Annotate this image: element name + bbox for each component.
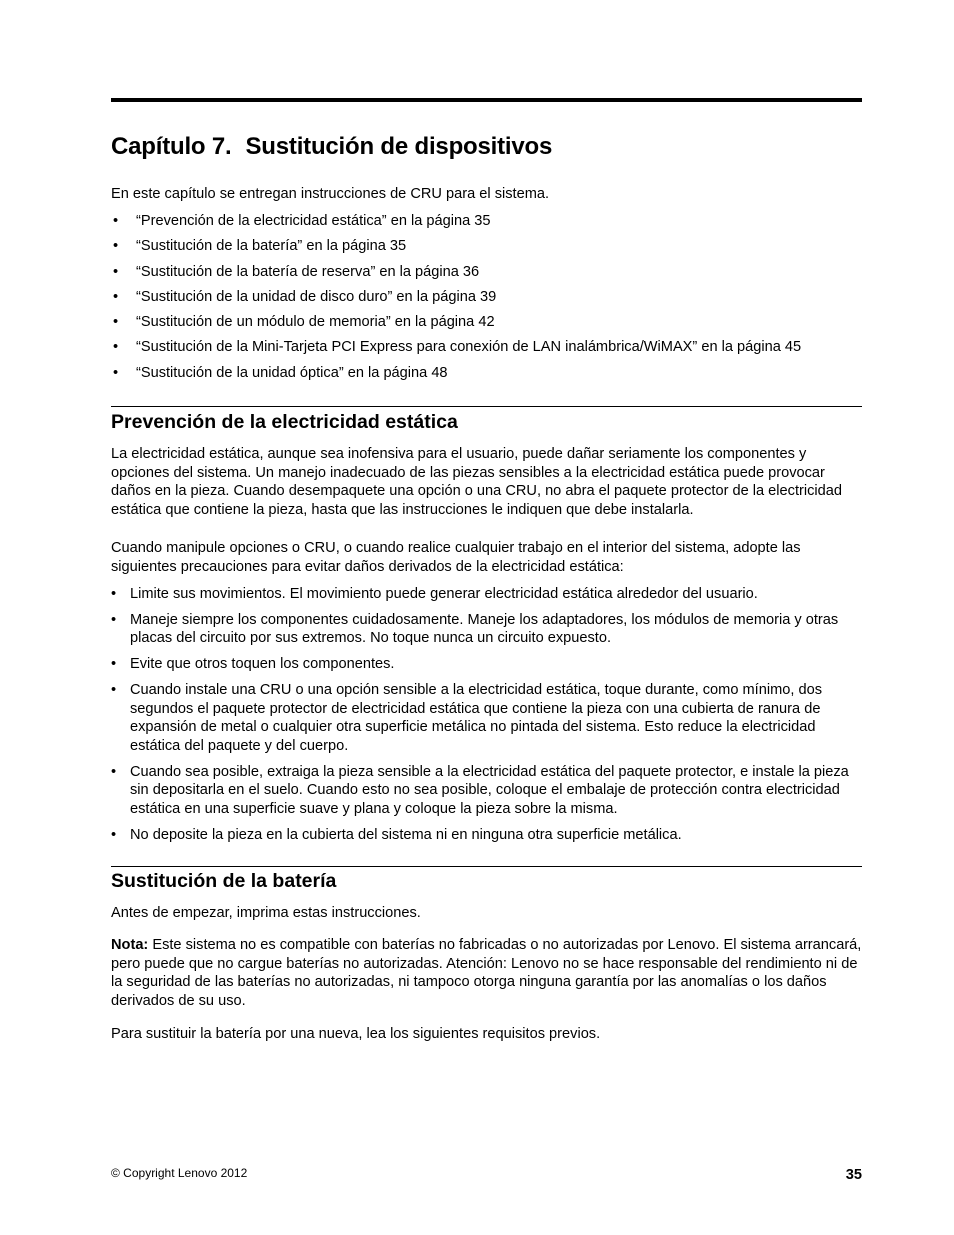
list-item: • “Sustitución de la Mini-Tarjeta PCI Express para conexión de LAN inalámbrica/WiMAX” en la página 45 [113, 339, 802, 356]
list-item: • “Sustitución de la batería de reserva” en la página 36 [113, 263, 480, 280]
list-item: • Maneje siempre los componentes cuidadosamente. Maneje los adaptadores, los módulos de memoria y otras placas del circuito por sus extremos. No toque nunca un circuito expuesto. [111, 611, 839, 647]
list-item: • “Prevención de la electricidad estática” en la página 35 [113, 213, 491, 229]
chapter-link[interactable]: “Sustitución de la unidad óptica” en la página 48 [136, 364, 448, 381]
list-item: • Limite sus movimientos. El movimiento puede generar electricidad estática alrededor del usuario. [111, 586, 758, 602]
chapter-intro: En este capítulo se entregan instrucciones de CRU para el sistema. [111, 186, 550, 202]
note-text: Este sistema no es compatible con baterías no fabricadas o no autorizadas por Lenovo. El sistema arrancará, pero puede que no cargue baterías no autorizadas. Atención: Lenovo no se hace responsable del rendimiento ni de la seguridad de las baterías no autorizadas, ni tampoco otorga ninguna garantía por las anomalías o los daños derivados de su uso. [111, 937, 862, 1010]
chapter-link[interactable]: “Sustitución de la batería” en la página 35 [136, 238, 407, 255]
copyright-text: © Copyright Lenovo 2012 [111, 1166, 248, 1180]
chapter-link[interactable]: “Sustitución de la Mini-Tarjeta PCI Express para conexión de LAN inalámbrica/WiMAX” en la página 45 [136, 339, 802, 356]
section-rule [111, 866, 862, 867]
precaution-text: Cuando instale una CRU o una opción sensible a la electricidad estática, toque durante, como mínimo, dos segundos el paquete protector de electricidad estática que contiene la pieza con una cubierta de ranura de expansión de metal o cualquier otra superficie metálica no pintada del sistema. Esto reduce la electricidad estática del paquete y del cuerpo. [130, 681, 822, 754]
precaution-text: Maneje siempre los componentes cuidadosamente. Maneje los adaptadores, los módulos de memoria y otras placas del circuito por sus extremos. No toque nunca un circuito expuesto. [130, 611, 839, 647]
list-item: • “Sustitución de la unidad óptica” en la página 48 [113, 364, 448, 381]
chapter-title-text: Sustitución de dispositivos [245, 133, 553, 160]
battery-paragraph-1: Antes de empezar, imprima estas instrucciones. [111, 905, 421, 921]
list-item: • Cuando instale una CRU o una opción sensible a la electricidad estática, toque durante, como mínimo, dos segundos el paquete protector de electricidad estática que contiene la pieza con una cubierta de ranura de expansión de metal o cualquier otra superficie metálica no pintada del sistema. Esto reduce la electricidad estática del paquete y del cuerpo. [111, 681, 822, 754]
precaution-text: Cuando sea posible, extraiga la pieza sensible a la electricidad estática del paquete protector, e instale la pieza sin depositarla en el suelo. Cuando esto no sea posible, coloque el embalaje de protección contra electricidad estática en una superficie suave y plana y coloque la pieza sobre la misma. [130, 763, 849, 818]
battery-note [111, 936, 863, 1011]
precaution-text: Limite sus movimientos. El movimiento puede generar electricidad estática alrededor del usuario. [130, 586, 758, 602]
chapter-link[interactable]: “Sustitución de la batería de reserva” en la página 36 [136, 263, 480, 280]
list-item: • Cuando sea posible, extraiga la pieza sensible a la electricidad estática del paquete protector, e instale la pieza sin depositarla en el suelo. Cuando esto no sea posible, coloque el embalaje de protección contra electricidad estática en una superficie suave y plana y coloque la pieza sobre la misma. [111, 763, 849, 818]
battery-paragraph-2: Para sustituir la batería por una nueva, lea los siguientes requisitos previos. [111, 1026, 601, 1042]
chapter-link[interactable]: “Sustitución de un módulo de memoria” en la página 42 [136, 314, 495, 331]
page-number: 35 [845, 1167, 862, 1183]
chapter-number: Capítulo 7. [111, 133, 232, 160]
section-heading-battery: Sustitución de la batería [111, 870, 337, 892]
chapter-top-rule [111, 98, 862, 102]
chapter-link[interactable]: “Prevención de la electricidad estática” en la página 35 [136, 213, 491, 229]
list-item: • “Sustitución de un módulo de memoria” en la página 42 [113, 314, 495, 331]
precaution-text: No deposite la pieza en la cubierta del sistema ni en ninguna otra superficie metálica. [130, 826, 682, 843]
list-item: • “Sustitución de la batería” en la página 35 [113, 238, 407, 255]
list-item: • “Sustitución de la unidad de disco duro” en la página 39 [113, 288, 497, 305]
list-item: • No deposite la pieza en la cubierta del sistema ni en ninguna otra superficie metálica. [111, 826, 682, 843]
note-label: Nota: [111, 937, 149, 953]
precaution-text: Evite que otros toquen los componentes. [130, 656, 395, 673]
chapter-link-list [111, 212, 801, 389]
static-paragraph-1: La electricidad estática, aunque sea inofensiva para el usuario, puede dañar seriamente los componentes y opciones del sistema. Un manejo inadecuado de las piezas sensibles a la electricidad estática puede provocar daños en la pieza. Cuando desempaquete una opción o una CRU, no abra el paquete protector de la electricidad estática que contiene la pieza, hasta que las instrucciones le indiquen que debe instalarla. [111, 446, 842, 519]
static-paragraph-2: Cuando manipule opciones o CRU, o cuando realice cualquier trabajo en el interior del sistema, adopte las siguientes precauciones para evitar daños derivados de la electricidad estática: [111, 540, 801, 575]
chapter-link[interactable]: “Sustitución de la unidad de disco duro” en la página 39 [136, 288, 497, 305]
list-item: • Evite que otros toquen los componentes. [111, 656, 395, 673]
static-precautions-list [111, 585, 863, 844]
chapter-title [111, 133, 552, 161]
section-heading-static: Prevención de la electricidad estática [111, 411, 458, 433]
section-rule [111, 406, 862, 407]
